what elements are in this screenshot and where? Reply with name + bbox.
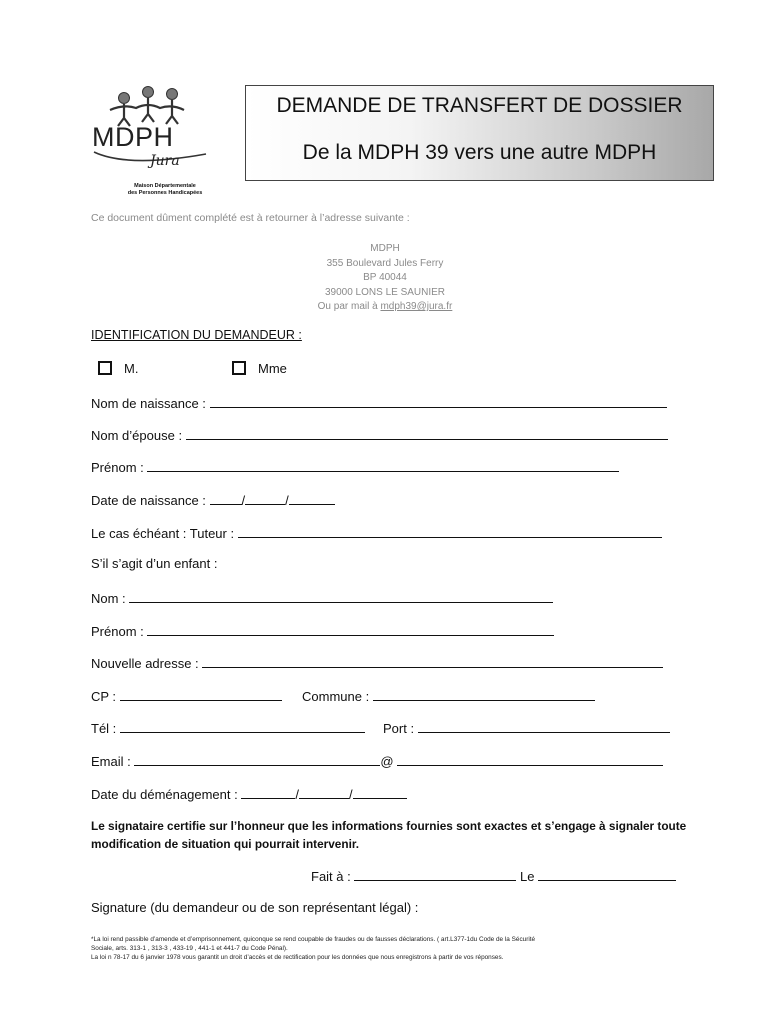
legal-footnote: *La loi rend passible d’amende et d’emprisonnement, quiconque se rend coupable de fraudes ou de fausses déclarations. ( art.L377-1du Code de la Sécurité Sociale, arts. 313-1 , 313-3 , 433-19 , 441-1 et 441-7 du Code Pénal). La loi n 78-17 du 6 janvier 1978 vous garantit un droit d’accès et de rectification pour les données que nous enregistrons à partir de vos réponses. bbox=[91, 936, 536, 961]
return-address bbox=[240, 242, 530, 315]
field-date-naissance: Date de naissance : / / bbox=[91, 491, 335, 508]
child-heading: S’il s’agit d’un enfant : bbox=[91, 556, 218, 571]
mdph-wordmark: MDPH bbox=[92, 122, 174, 152]
input-prenom[interactable] bbox=[147, 458, 619, 472]
input-nouvelle-adresse[interactable] bbox=[202, 654, 663, 668]
input-email-domain[interactable] bbox=[397, 752, 663, 766]
section-title: IDENTIFICATION DU DEMANDEUR : bbox=[91, 328, 302, 342]
field-prenom: Prénom : bbox=[91, 458, 619, 475]
address-name: MDPH bbox=[370, 243, 400, 254]
input-commune[interactable] bbox=[373, 687, 595, 701]
address-mail: Ou par mail à mdph39@jura.fr bbox=[317, 301, 453, 313]
intro-text: Ce document dûment complété est à retourner à l’adresse suivante : bbox=[91, 212, 410, 224]
field-commune: Commune : bbox=[302, 687, 595, 704]
field-port: Port : bbox=[383, 719, 670, 736]
logo-caption: Maison Départementale des Personnes Handicapées bbox=[127, 183, 203, 196]
input-tel[interactable] bbox=[120, 719, 365, 733]
input-cp[interactable] bbox=[120, 687, 282, 701]
certification-text: Le signataire certifie sur l’honneur que les informations fournies sont exactes et s’engage à signaler toute modification de situation qui pourrait intervenir. bbox=[91, 819, 687, 851]
input-prenom-enfant[interactable] bbox=[147, 622, 554, 636]
input-move-year[interactable] bbox=[353, 785, 407, 799]
address-city: 39000 LONS LE SAUNIER bbox=[324, 286, 446, 298]
input-date-signature[interactable] bbox=[538, 867, 676, 881]
field-tuteur: Le cas échéant : Tuteur : bbox=[91, 524, 662, 541]
input-email-user[interactable] bbox=[134, 752, 380, 766]
input-birth-month[interactable] bbox=[245, 491, 285, 505]
input-birth-day[interactable] bbox=[210, 491, 242, 505]
mdph-people-icon bbox=[88, 82, 218, 182]
field-nouvelle-adresse: Nouvelle adresse : bbox=[91, 654, 663, 671]
field-nom-epouse: Nom d’épouse : bbox=[91, 426, 668, 443]
title-box bbox=[245, 85, 714, 181]
address-street: 355 Boulevard Jules Ferry bbox=[326, 257, 444, 269]
checkbox-mrs[interactable] bbox=[232, 361, 246, 375]
document-title: DEMANDE DE TRANSFERT DE DOSSIER bbox=[276, 94, 683, 117]
field-tel: Tél : bbox=[91, 719, 365, 736]
field-nom-enfant: Nom : bbox=[91, 589, 553, 606]
civility-mrs[interactable] bbox=[232, 360, 287, 376]
input-move-day[interactable] bbox=[241, 785, 295, 799]
civility-mr[interactable] bbox=[98, 360, 138, 376]
label-mrs: Mme bbox=[258, 360, 287, 376]
field-email: Email : @ bbox=[91, 752, 663, 769]
input-birth-year[interactable] bbox=[289, 491, 335, 505]
email-link[interactable]: mdph39@jura.fr bbox=[380, 301, 453, 313]
input-nom-naissance[interactable] bbox=[210, 394, 667, 408]
field-cp: CP : bbox=[91, 687, 282, 704]
input-nom-epouse[interactable] bbox=[186, 426, 668, 440]
label-mr: M. bbox=[124, 360, 139, 376]
field-nom-naissance: Nom de naissance : bbox=[91, 394, 667, 411]
jura-script: Jura bbox=[150, 153, 180, 169]
field-prenom-enfant: Prénom : bbox=[91, 622, 554, 639]
address-bp: BP 40044 bbox=[363, 272, 407, 284]
mdph-logo bbox=[88, 82, 218, 200]
document-subtitle: De la MDPH 39 vers une autre MDPH bbox=[302, 141, 657, 164]
email-at-sign: @ bbox=[380, 754, 394, 769]
input-fait-a[interactable] bbox=[354, 867, 516, 881]
input-nom-enfant[interactable] bbox=[129, 589, 553, 603]
field-date-demenagement: Date du déménagement : / / bbox=[91, 785, 407, 802]
input-tuteur[interactable] bbox=[238, 524, 662, 538]
input-move-month[interactable] bbox=[299, 785, 349, 799]
input-port[interactable] bbox=[418, 719, 670, 733]
field-fait-a: Fait à : Le bbox=[311, 867, 676, 884]
signature-label: Signature (du demandeur ou de son représentant légal) : bbox=[91, 900, 419, 915]
checkbox-mr[interactable] bbox=[98, 361, 112, 375]
